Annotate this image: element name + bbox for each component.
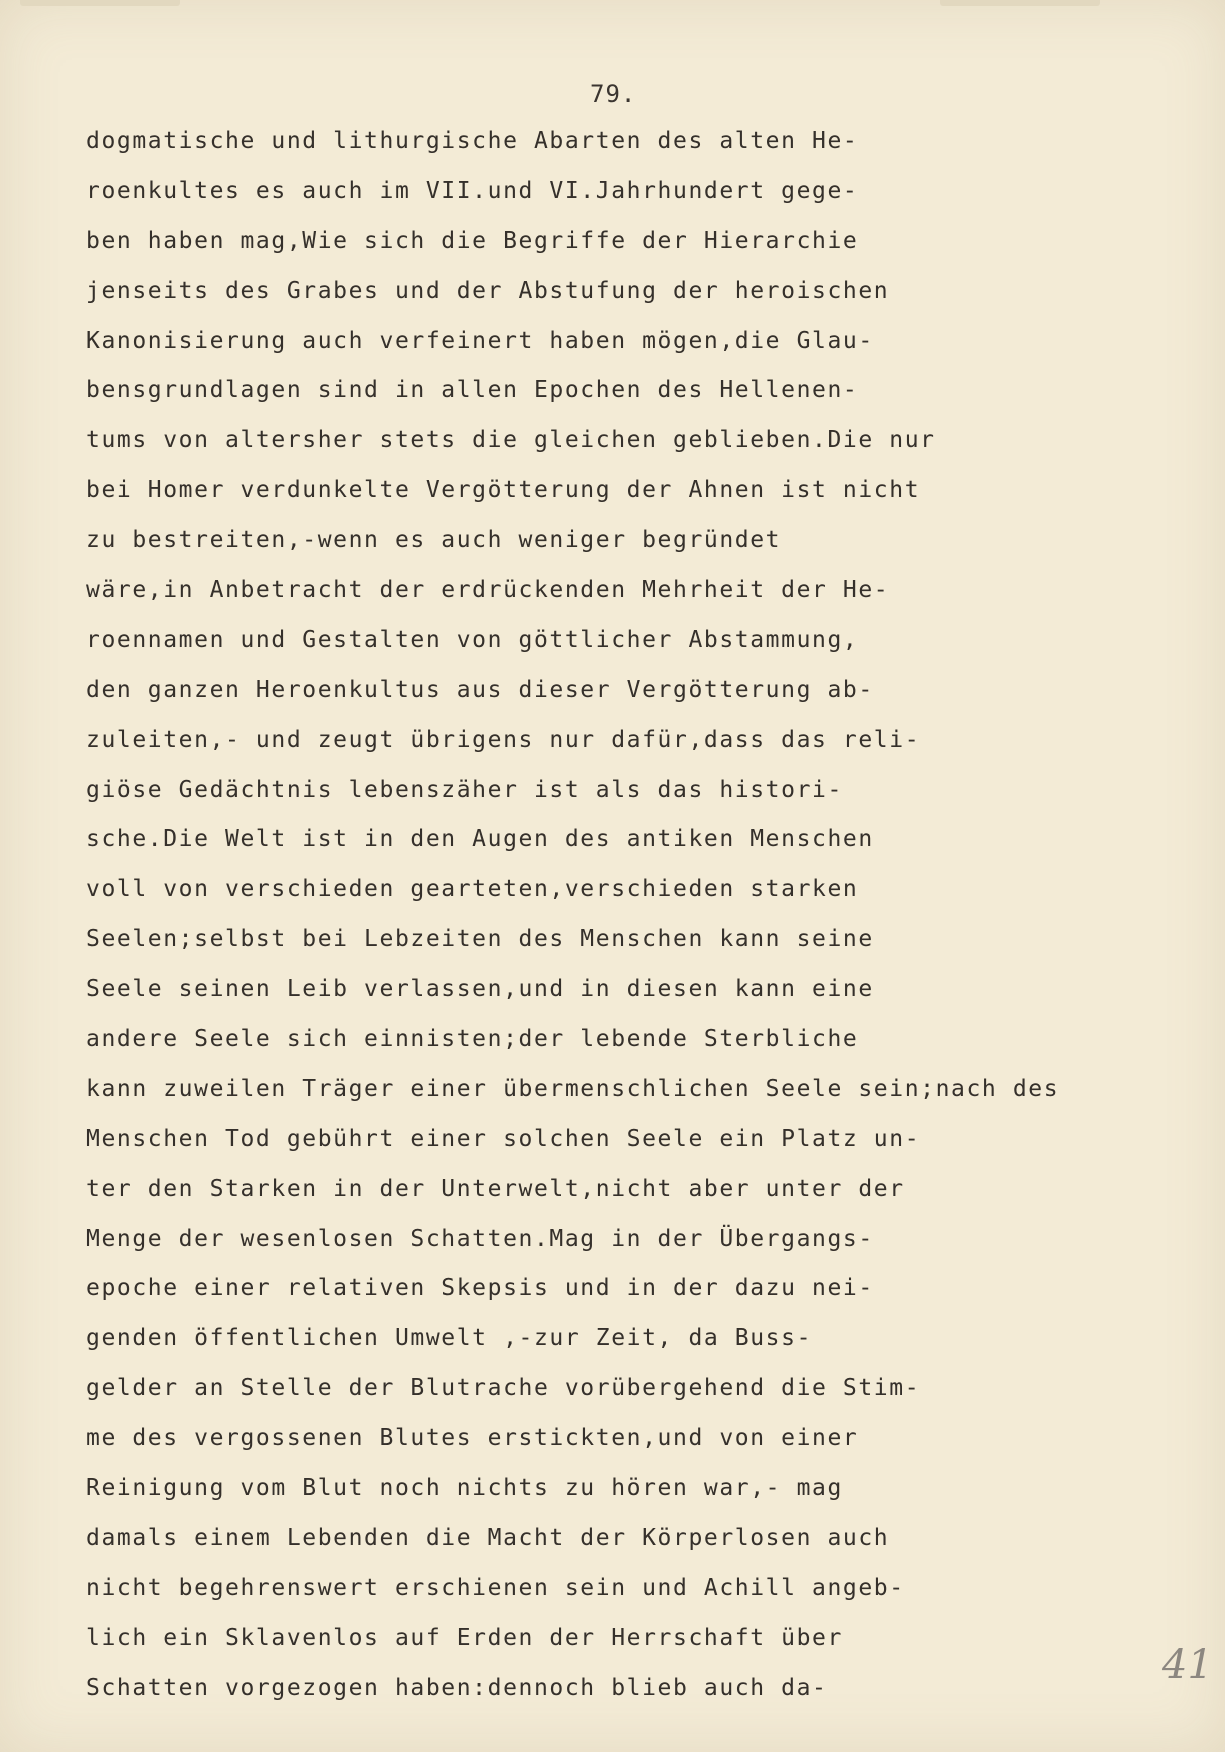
text-line: nicht begehrenswert erschienen sein und Achill angeb- [86,1574,905,1601]
text-line: kann zuweilen Träger einer übermenschlichen Seele sein;nach des [86,1075,1060,1102]
text-line: roennamen und Gestalten von göttlicher Abstammung, [86,626,859,653]
text-line: Kanonisierung auch verfeinert haben mögen,die Glau- [86,327,874,354]
text-line: Seelen;selbst bei Lebzeiten des Menschen kann seine [86,926,874,953]
text-line: ter den Starken in der Unterwelt,nicht aber unter der [86,1175,905,1202]
text-line: me des vergossenen Blutes erstickten,und von einer [86,1425,859,1452]
text-line: andere Seele sich einnisten;der lebende Sterbliche [86,1026,859,1053]
text-line: zuleiten,- und zeugt übrigens nur dafür,dass das reli- [86,726,921,753]
typescript-body [86,126,1060,1723]
text-line: lich ein Sklavenlos auf Erden der Herrschaft über [86,1624,843,1651]
text-line: dogmatische und lithurgische Abarten des alten He- [86,128,859,154]
handwritten-folio-number: 41 [1162,1642,1213,1688]
text-line: Seele seinen Leib verlassen,und in diesen kann eine [86,976,874,1003]
text-line: ben haben mag,Wie sich die Begriffe der Hierarchie [86,227,859,254]
text-line: jenseits des Grabes und der Abstufung der heroischen [86,277,890,304]
text-line: gelder an Stelle der Blutrache vorübergehend die Stim- [86,1375,921,1402]
text-line: Menschen Tod gebührt einer solchen Seele ein Platz un- [86,1125,921,1152]
text-line: epoche einer relativen Skepsis und in der dazu nei- [86,1275,874,1302]
text-line: giöse Gedächtnis lebenszäher ist als das histori- [86,776,843,803]
text-line: voll von verschieden gearteten,verschieden starken [86,876,859,903]
text-line: Schatten vorgezogen haben:dennoch blieb auch da- [86,1674,828,1701]
text-line: Menge der wesenlosen Schatten.Mag in der Übergangs- [86,1225,874,1252]
text-line: roenkultes es auch im VII.und VI.Jahrhundert gege- [86,177,859,204]
text-line: Reinigung vom Blut noch nichts zu hören war,- mag [86,1475,843,1502]
text-line: den ganzen Heroenkultus aus dieser Vergötterung ab- [86,676,874,703]
text-line: genden öffentlichen Umwelt ,-zur Zeit, da Buss- [86,1325,813,1352]
text-line: wäre,in Anbetracht der erdrückenden Mehrheit der He- [86,577,890,604]
text-line: damals einem Lebenden die Macht der Körperlosen auch [86,1524,890,1551]
page-number: 79. [590,80,637,108]
scan-edge-mark-left [20,0,180,6]
text-line: tums von altersher stets die gleichen geblieben.Die nur [86,427,936,454]
scan-edge-mark-right [940,0,1100,6]
text-line: bei Homer verdunkelte Vergötterung der Ahnen ist nicht [86,477,921,504]
text-line: sche.Die Welt ist in den Augen des antiken Menschen [86,826,874,853]
text-line: zu bestreiten,-wenn es auch weniger begründet [86,527,782,554]
text-line: bensgrundlagen sind in allen Epochen des Hellenen- [86,377,859,404]
